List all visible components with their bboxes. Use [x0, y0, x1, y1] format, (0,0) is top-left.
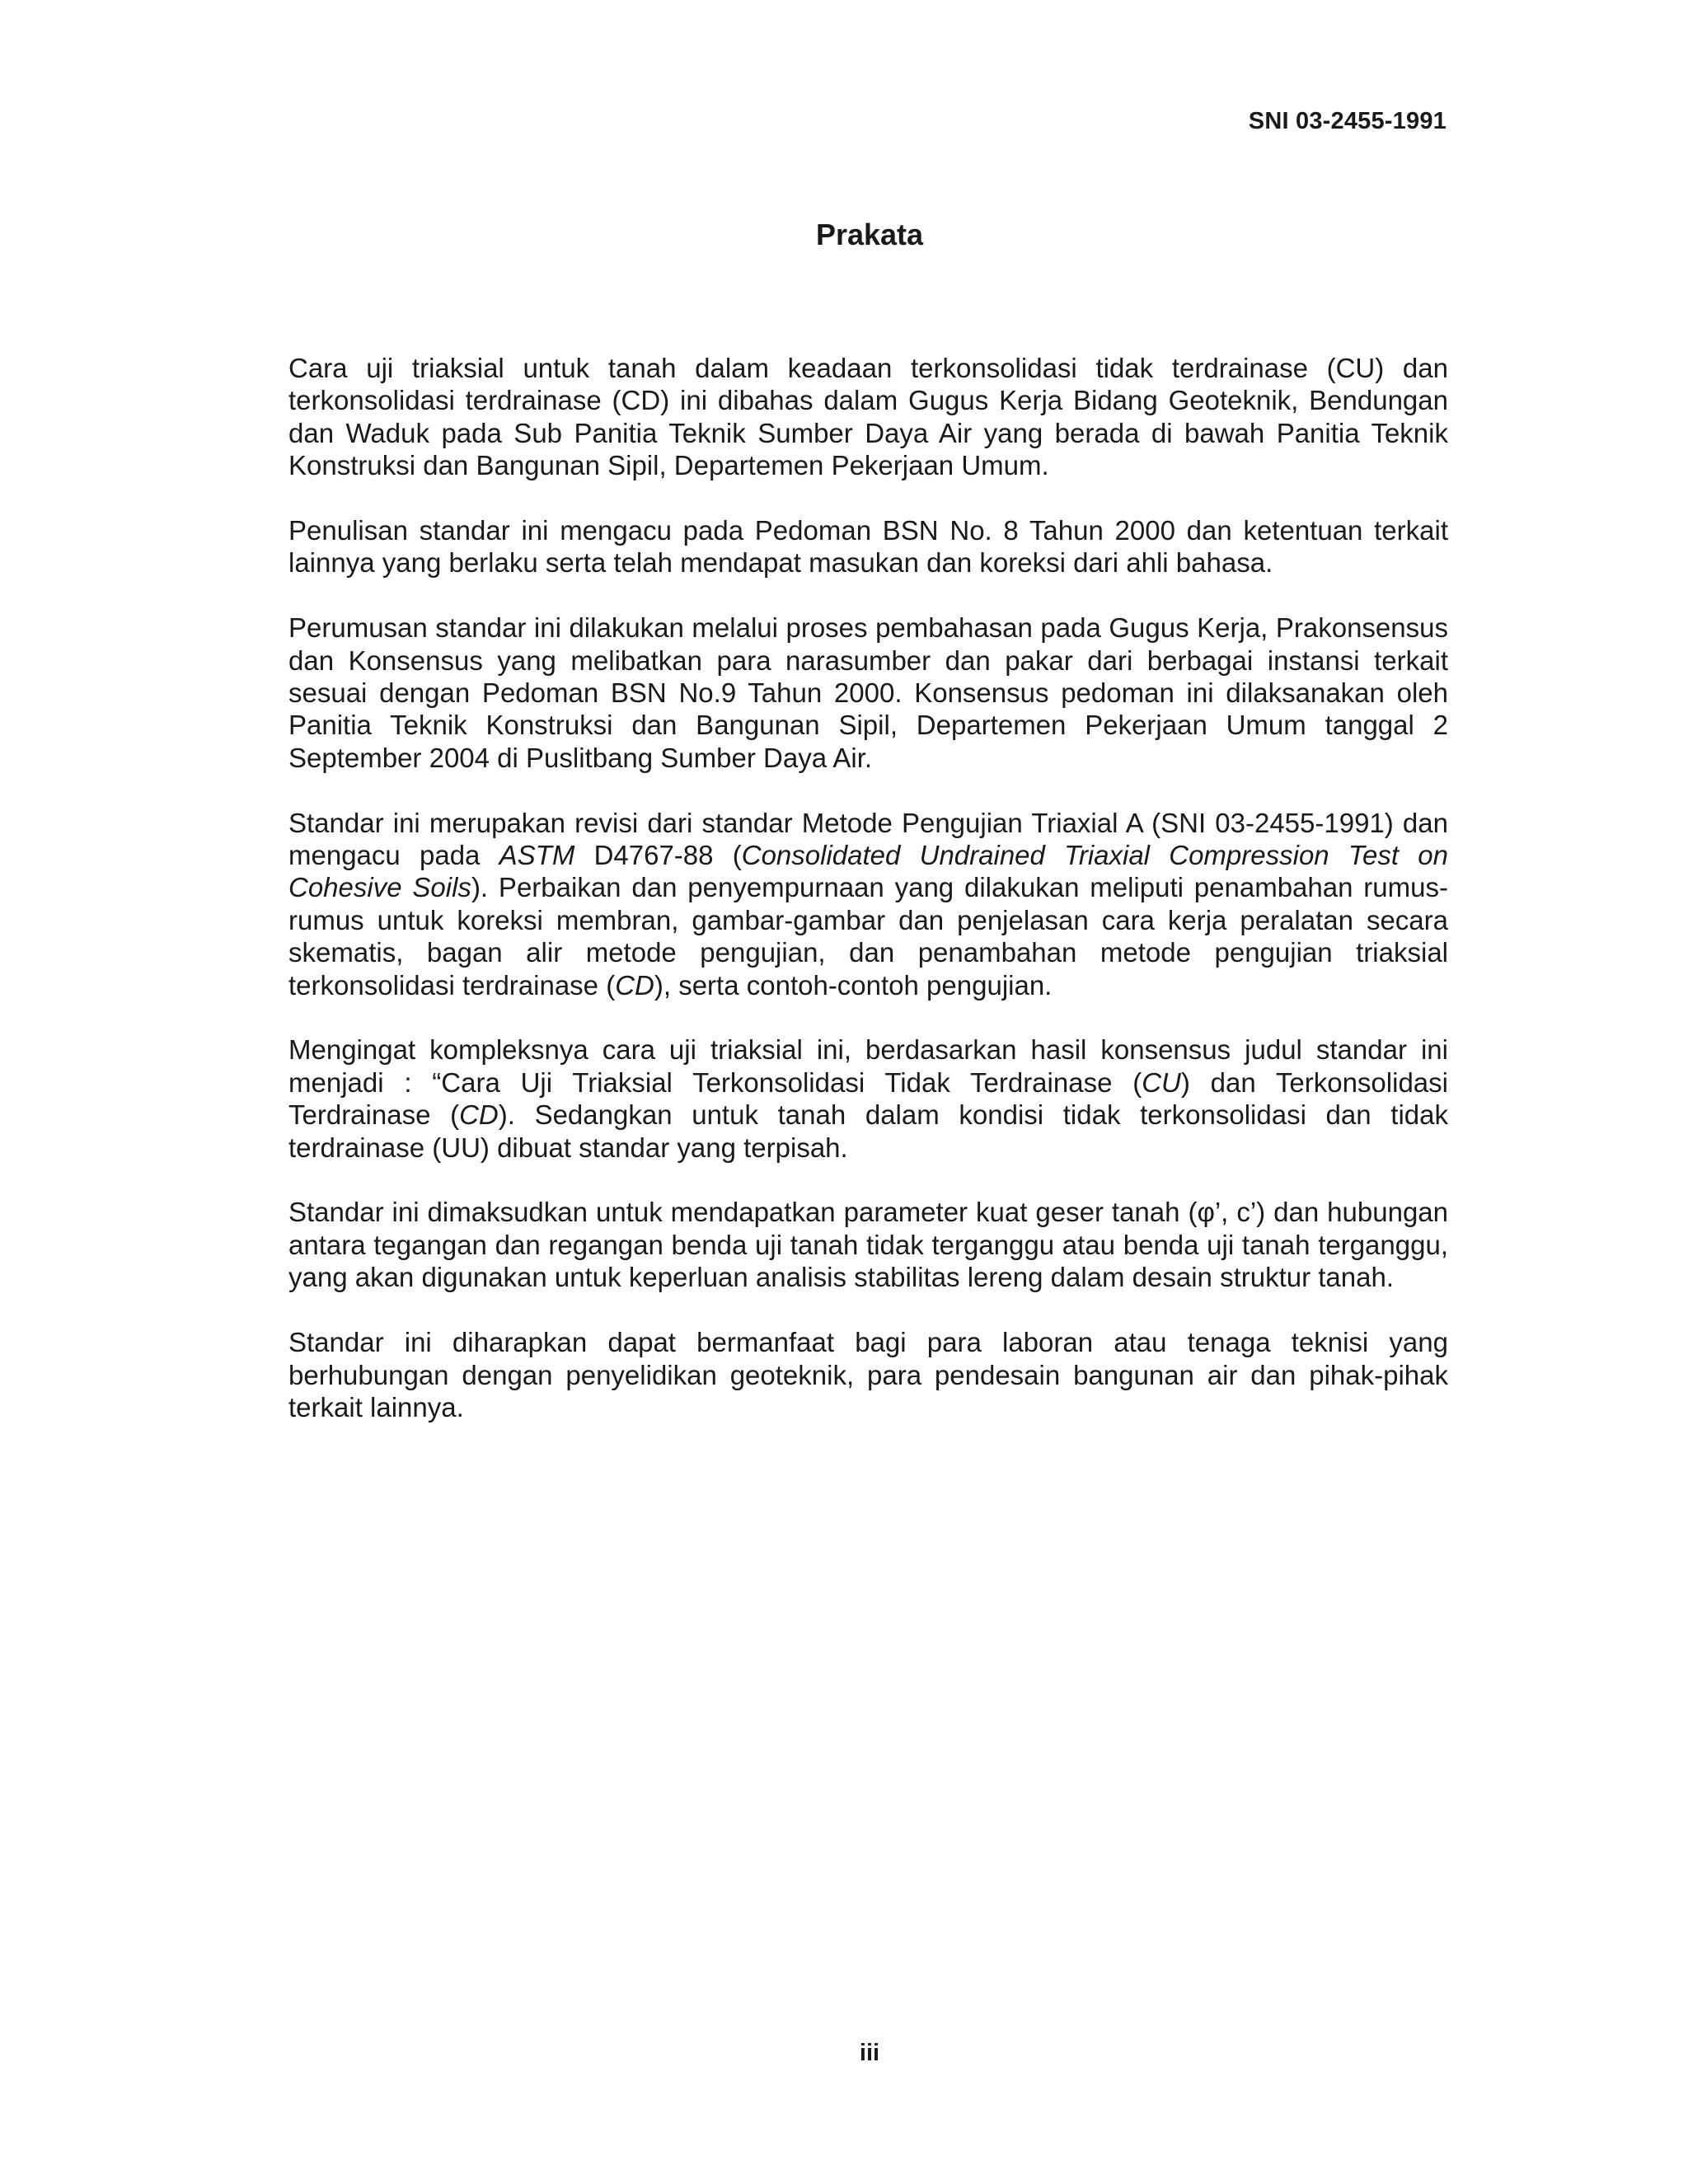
paragraph: [288, 1033, 1448, 1164]
italic-term: CD: [459, 1099, 499, 1131]
italic-term: Consolidated Undrained Triaxial Compression Test on Cohesive Soils: [288, 840, 1448, 903]
body-text: [288, 352, 1448, 1456]
paragraph-text: ). Sedangkan untuk tanah dalam kondisi tidak terkonsolidasi dan tidak terdrainase (UU) dibuat standar yang terpisah.: [288, 1099, 1448, 1163]
page-number: iii: [859, 2040, 880, 2066]
paragraph: [288, 1196, 1448, 1293]
italic-term: ASTM: [499, 840, 575, 871]
paragraph: [288, 1326, 1448, 1423]
paragraph-text: Standar ini dimaksudkan untuk mendapatkan parameter kuat geser tanah (φ’, c’) dan hubungan antara tegangan dan regangan benda uji tanah tidak terganggu atau benda uji tanah terganggu, yang akan digunakan untuk keperluan analisis stabilitas lereng dalam desain struktur tanah.: [288, 1197, 1448, 1293]
page-title: Prakata: [815, 218, 924, 251]
paragraph: [288, 352, 1448, 482]
italic-term: CU: [1142, 1066, 1181, 1098]
paragraph-text: Cara uji triaksial untuk tanah dalam keadaan terkonsolidasi tidak terdrainase (CU) dan terkonsolidasi terdrainase (CD) ini dibahas dalam Gugus Kerja Bidang Geoteknik, Bendungan dan Waduk pada Sub Panitia Teknik Sumber Daya Air yang berada di bawah Panitia Teknik Konstruksi dan Bangunan Sipil, Departemen Pekerjaan Umum.: [288, 353, 1448, 481]
paragraph: [288, 514, 1448, 579]
italic-term: CD: [615, 969, 654, 1001]
paragraph-text: D4767-88 (: [574, 840, 742, 871]
paragraph: [288, 612, 1448, 774]
paragraph-text: Mengingat kompleksnya cara uji triaksial ini, berdasarkan hasil konsensus judul standar ini menjadi : “Cara Uji Triaksial Terkonsolidasi Tidak Terdrainase (: [288, 1034, 1448, 1098]
paragraph-text: Standar ini diharapkan dapat bermanfaat bagi para laboran atau tenaga teknisi yang berhubungan dengan penyelidikan geoteknik, para pendesain bangunan air dan pihak-pihak terkait lainnya.: [288, 1327, 1448, 1422]
paragraph-text: ), serta contoh-contoh pengujian.: [654, 969, 1053, 1001]
paragraph-text: Penulisan standar ini mengacu pada Pedoman BSN No. 8 Tahun 2000 dan ketentuan terkait lainnya yang berlaku serta telah mendapat masukan dan koreksi dari ahli bahasa.: [288, 515, 1448, 579]
paragraph-text: ). Perbaikan dan penyempurnaan yang dilakukan meliputi penambahan rumus-rumus untuk koreksi membran, gambar-gambar dan penjelasan cara kerja peralatan secara skematis, bagan alir metode pengujian, dan penambahan metode pengujian triaksial terkonsolidasi terdrainase (: [288, 872, 1448, 1001]
document-code: SNI 03-2455-1991: [1248, 108, 1447, 134]
paragraph-text: ) dan Terkonsolidasi Terdrainase (: [288, 1066, 1448, 1131]
paragraph: [288, 807, 1448, 1001]
paragraph-text: Perumusan standar ini dilakukan melalui proses pembahasan pada Gugus Kerja, Prakonsensus dan Konsensus yang melibatkan para narasumber dan pakar dari berbagai instansi terkait sesuai dengan Pedoman BSN No.9 Tahun 2000. Konsensus pedoman ini dilaksanakan oleh Panitia Teknik Konstruksi dan Bangunan Sipil, Departemen Pekerjaan Umum tanggal 2 September 2004 di Puslitbang Sumber Daya Air.: [288, 612, 1448, 773]
paragraph-text: Standar ini merupakan revisi dari standar Metode Pengujian Triaxial A (SNI 03-2455-1991) dan mengacu pada: [288, 807, 1448, 871]
